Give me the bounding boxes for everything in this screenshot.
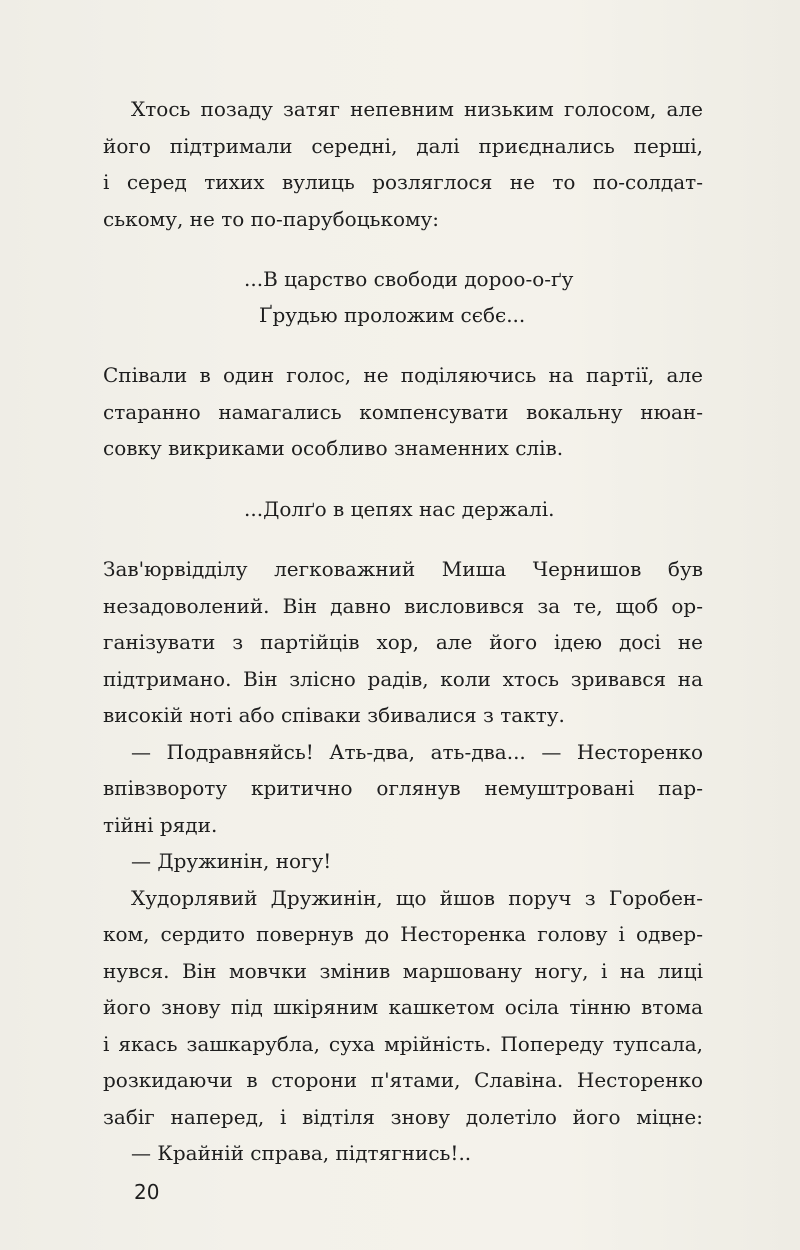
dialogue-3: [103, 1135, 703, 1172]
verse-line: ...Долґо в цепях нас держалі.: [244, 497, 555, 521]
paragraph-4: [103, 880, 703, 1136]
text-line: незадоволений. Він давно висловився за те, щоб ор-: [103, 593, 703, 618]
text-line: — Подравняйсь! Ать-два, ать-два... — Несторенко: [131, 739, 703, 764]
text-line: розкидаючи в сторони п'ятами, Славіна. Несторенко: [103, 1068, 703, 1092]
text-line: — Крайній справа, підтягнись!..: [131, 1141, 472, 1165]
verse-line: ...В царство свободи дороо-о-ґу: [244, 267, 574, 291]
text-line: Худорлявий Дружинін, що йшов поруч з Горобен-: [131, 885, 703, 910]
paragraph-3: [103, 551, 703, 734]
text-line: забіг наперед, і відтіля знову долетіло його міцне:: [103, 1104, 703, 1129]
text-line: Хтось позаду затяг непевним низьким голосом, але: [131, 97, 703, 121]
text-line: і якась зашкарубла, суха мрійність. Попереду тупсала,: [103, 1031, 703, 1056]
text-line: Зав'юрвідділу легковажний Миша Чернишов був: [103, 557, 703, 581]
verse-line: Ґрудью проложим сєбє...: [259, 303, 526, 327]
text-line: ком, сердито повернув до Несторенка голову і одвер-: [103, 922, 703, 946]
text-line: ганізувати з партійців хор, але його ідею досі не: [103, 630, 703, 654]
text-line: ському, не то по-парубоцькому:: [103, 206, 440, 231]
text-line: старанно намагались компенсувати вокальну нюан-: [103, 399, 703, 424]
dialogue-2: [103, 843, 703, 880]
text-line: підтримано. Він злісно радів, коли хтось зривався на: [103, 666, 703, 691]
text-line: і серед тихих вулиць розляглося не то по-солдат-: [103, 170, 703, 194]
text-line: тійні ряди.: [103, 812, 218, 837]
dialogue-1: [103, 734, 703, 844]
paragraph-1: [103, 91, 703, 237]
paragraph-2: [103, 357, 703, 467]
text-line: нувся. Він мовчки змінив маршовану ногу, і на лиці: [103, 958, 703, 983]
text-line: його підтримали середні, далі приєднались перші,: [103, 133, 703, 158]
page-number: 20: [134, 1180, 160, 1204]
text-line: його знову під шкіряним кашкетом осіла тінню втома: [103, 995, 703, 1019]
text-line: високій ноті або співаки збивалися з такту.: [103, 703, 565, 727]
text-line: — Дружинін, ногу!: [131, 849, 332, 873]
text-line: совку викриками особливо знаменних слів.: [103, 436, 564, 460]
text-line: впівзвороту критично оглянув немуштровані пар-: [103, 776, 703, 800]
text-line: Співали в один голос, не поділяючись на партії, але: [103, 363, 703, 387]
